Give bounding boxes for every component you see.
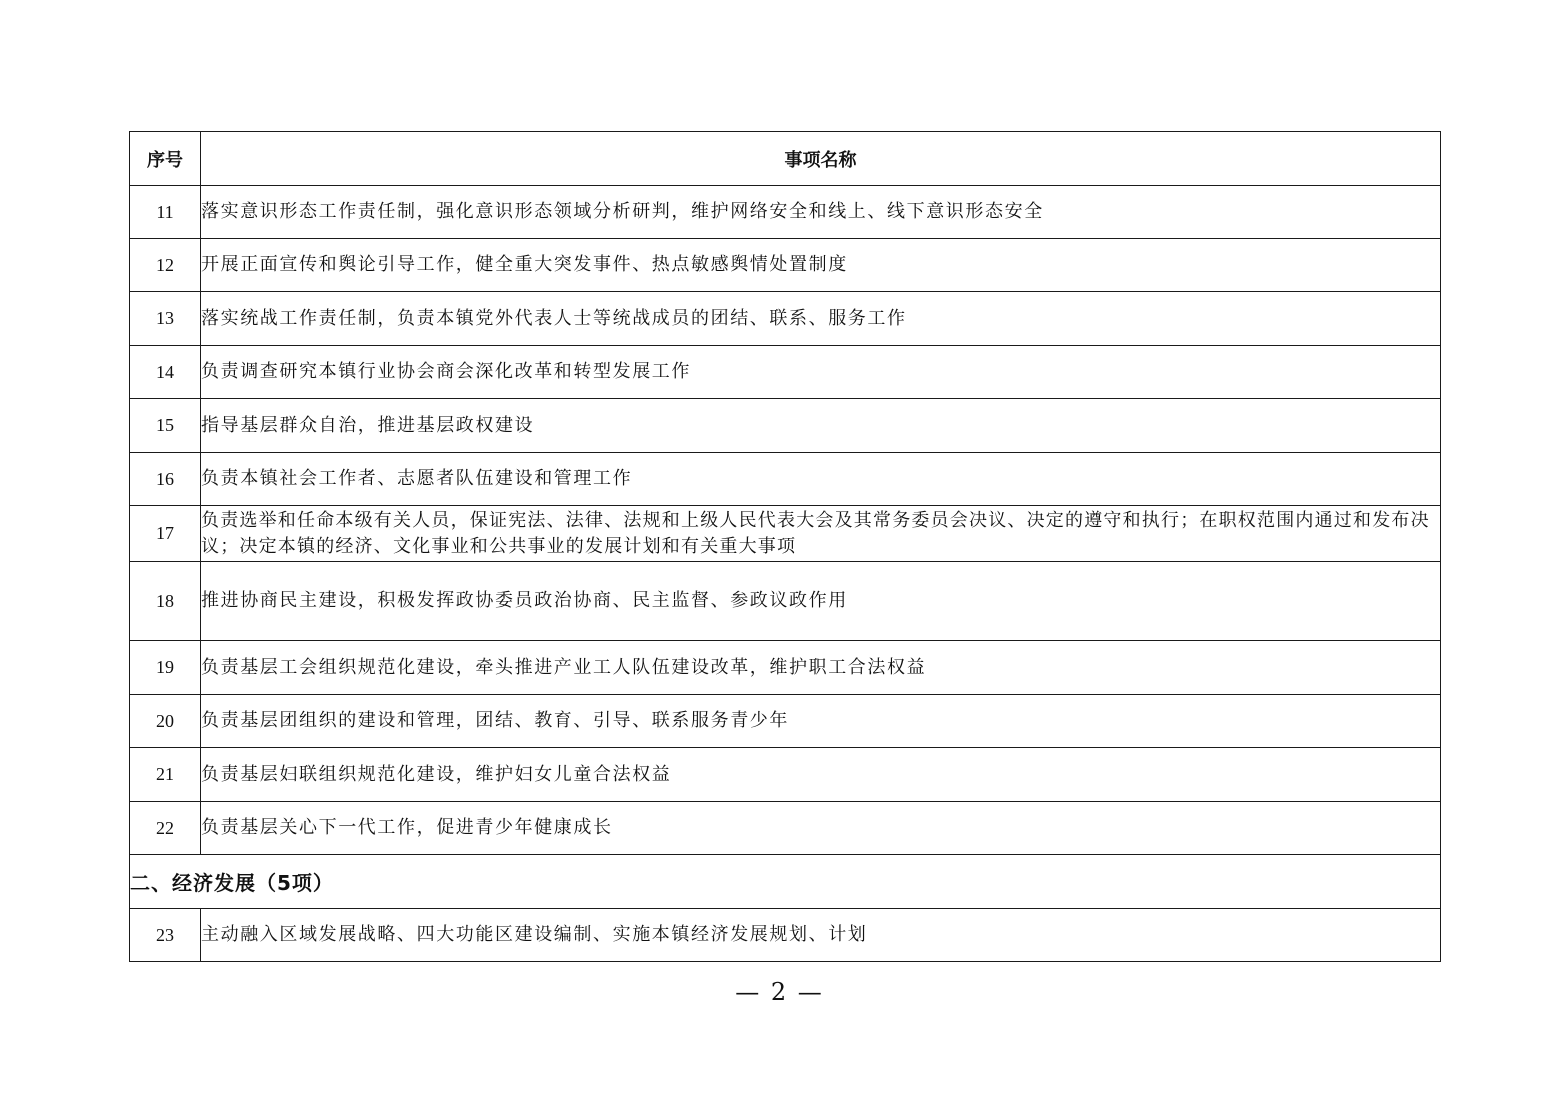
table-row bbox=[130, 562, 1441, 641]
table-row bbox=[130, 748, 1441, 802]
row-number: 15 bbox=[130, 399, 201, 453]
row-name: 推进协商民主建设，积极发挥政协委员政治协商、民主监督、参政议政作用 bbox=[201, 562, 1441, 641]
row-number: 20 bbox=[130, 695, 201, 748]
row-name: 负责选举和任命本级有关人员，保证宪法、法律、法规和上级人民代表大会及其常务委员会决议、决定的遵守和执行；在职权范围内通过和发布决议；决定本镇的经济、文化事业和公共事业的发展计划和有关重大事项 bbox=[201, 506, 1441, 562]
table-row bbox=[130, 399, 1441, 453]
row-name: 主动融入区域发展战略、四大功能区建设编制、实施本镇经济发展规划、计划 bbox=[201, 909, 1441, 962]
row-name: 指导基层群众自治，推进基层政权建设 bbox=[201, 399, 1441, 453]
row-name: 落实统战工作责任制，负责本镇党外代表人士等统战成员的团结、联系、服务工作 bbox=[201, 292, 1441, 346]
table-row bbox=[130, 346, 1441, 399]
table-row bbox=[130, 292, 1441, 346]
table-row bbox=[130, 802, 1441, 855]
row-number: 22 bbox=[130, 802, 201, 855]
header-number: 序号 bbox=[130, 132, 201, 186]
row-number: 12 bbox=[130, 239, 201, 292]
row-number: 11 bbox=[130, 186, 201, 239]
row-name: 负责调查研究本镇行业协会商会深化改革和转型发展工作 bbox=[201, 346, 1441, 399]
section-heading: 二、经济发展（5项） bbox=[130, 855, 1441, 909]
row-number: 17 bbox=[130, 506, 201, 562]
page-number: — 2 — bbox=[735, 978, 824, 1006]
header-name: 事项名称 bbox=[201, 132, 1441, 186]
row-number: 18 bbox=[130, 562, 201, 641]
row-name: 负责基层团组织的建设和管理，团结、教育、引导、联系服务青少年 bbox=[201, 695, 1441, 748]
row-name: 负责基层妇联组织规范化建设，维护妇女儿童合法权益 bbox=[201, 748, 1441, 802]
row-name: 负责本镇社会工作者、志愿者队伍建设和管理工作 bbox=[201, 453, 1441, 506]
table-row bbox=[130, 695, 1441, 748]
table-row bbox=[130, 506, 1441, 562]
row-name: 负责基层工会组织规范化建设，牵头推进产业工人队伍建设改革，维护职工合法权益 bbox=[201, 641, 1441, 695]
row-number: 16 bbox=[130, 453, 201, 506]
row-number: 21 bbox=[130, 748, 201, 802]
table-row bbox=[130, 453, 1441, 506]
table-header-row bbox=[130, 132, 1441, 186]
table-row bbox=[130, 641, 1441, 695]
row-name: 负责基层关心下一代工作，促进青少年健康成长 bbox=[201, 802, 1441, 855]
row-number: 13 bbox=[130, 292, 201, 346]
row-number: 14 bbox=[130, 346, 201, 399]
row-number: 23 bbox=[130, 909, 201, 962]
table-row bbox=[130, 186, 1441, 239]
row-name: 落实意识形态工作责任制，强化意识形态领域分析研判，维护网络安全和线上、线下意识形态安全 bbox=[201, 186, 1441, 239]
table-row bbox=[130, 239, 1441, 292]
table-row bbox=[130, 909, 1441, 962]
row-name: 开展正面宣传和舆论引导工作，健全重大突发事件、热点敏感舆情处置制度 bbox=[201, 239, 1441, 292]
items-table bbox=[129, 131, 1441, 962]
section-row bbox=[130, 855, 1441, 909]
row-number: 19 bbox=[130, 641, 201, 695]
